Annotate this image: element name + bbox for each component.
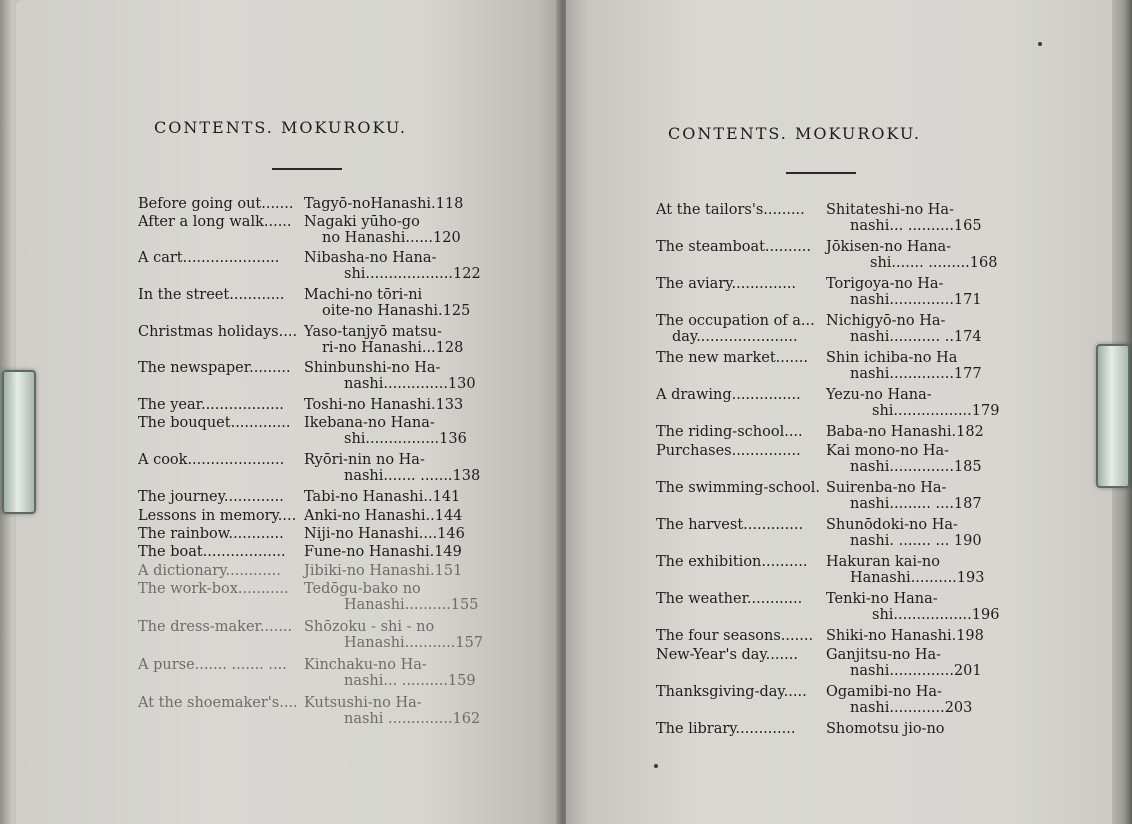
toc-entry	[138, 544, 483, 563]
toc-entry	[656, 517, 999, 554]
toc-entry	[138, 563, 483, 581]
entry-english: The year..................	[138, 397, 284, 413]
entry-japanese: Tagyō-noHanashi.118	[304, 196, 464, 212]
entry-japanese-cont: Hanashi..........155	[344, 597, 479, 613]
entry-japanese-cont: nashi..............185	[850, 459, 982, 475]
toc-entry	[138, 324, 483, 360]
left-heading-rule	[272, 168, 342, 170]
entry-japanese-cont: nashi. ....... ... 190	[850, 533, 982, 549]
entry-english: The journey.............	[138, 489, 284, 505]
entry-japanese: Shōzoku - shi - no	[304, 619, 435, 635]
entry-japanese: Kinchaku-no Ha-	[304, 657, 427, 673]
entry-japanese-cont: Hanashi...........157	[344, 635, 484, 651]
entry-japanese: Tabi-no Hanashi..141	[304, 489, 461, 505]
entry-english: Lessons in memory....	[138, 508, 297, 524]
entry-english: A drawing...............	[656, 387, 801, 403]
entry-japanese-cont: nashi......... ....187	[850, 496, 982, 512]
entry-japanese-cont: nashi..............201	[850, 663, 982, 679]
entry-japanese: Fune-no Hanashi.149	[304, 544, 462, 560]
toc-entry	[138, 287, 483, 324]
entry-english-cont: day......................	[672, 329, 798, 345]
entry-japanese-cont: nashi... ..........159	[344, 673, 476, 689]
toc-entry	[656, 647, 999, 684]
right-page	[566, 0, 1114, 824]
toc-entry	[138, 489, 483, 508]
entry-japanese-cont: nashi ..............162	[344, 711, 481, 727]
toc-entry	[138, 360, 483, 397]
entry-japanese-cont: shi.................196	[872, 607, 1000, 623]
entry-japanese: Torigoya-no Ha-	[826, 276, 944, 292]
entry-japanese: Nibasha-no Hana-	[304, 250, 437, 266]
entry-english: The riding-school....	[656, 424, 803, 440]
entry-japanese-cont: shi.................179	[872, 403, 1000, 419]
toc-entry	[656, 424, 999, 443]
entry-japanese-cont: Hanashi..........193	[850, 570, 985, 586]
glass-clip-left	[2, 370, 36, 514]
entry-english: The library.............	[656, 721, 796, 737]
glass-clip-right	[1096, 344, 1130, 488]
toc-entry	[138, 214, 483, 250]
entry-english: Before going out.......	[138, 196, 294, 212]
entry-english: The new market.......	[656, 350, 808, 366]
entry-japanese-cont: nashi..............171	[850, 292, 982, 308]
right-page-heading: CONTENTS. MOKUROKU.	[668, 124, 921, 143]
entry-english: A cook.....................	[138, 452, 285, 468]
entry-japanese: Ikebana-no Hana-	[304, 415, 435, 431]
entry-english: The bouquet.............	[138, 415, 291, 431]
toc-entry	[138, 250, 483, 287]
entry-english: At the shoemaker's....	[138, 695, 298, 711]
entry-japanese-cont: nashi............203	[850, 700, 973, 716]
entry-english: The harvest.............	[656, 517, 804, 533]
toc-entry	[138, 657, 483, 695]
toc-entry	[138, 196, 483, 214]
entry-english: The exhibition..........	[656, 554, 808, 570]
entry-japanese: Ogamibi-no Ha-	[826, 684, 942, 700]
entry-english: At the tailors's.........	[656, 202, 805, 218]
entry-japanese: Tenki-no Hana-	[826, 591, 938, 607]
entry-japanese-cont: nashi....... .......138	[344, 468, 481, 484]
entry-japanese: Yaso-tanjyō matsu-	[304, 324, 442, 340]
right-contents-list	[656, 202, 999, 740]
entry-japanese: Tedōgu-bako no	[304, 581, 421, 597]
entry-japanese-cont: oite-no Hanashi.125	[322, 303, 471, 319]
toc-entry	[656, 350, 999, 387]
toc-entry	[138, 619, 483, 657]
toc-entry	[656, 591, 999, 628]
entry-english: The steamboat..........	[656, 239, 812, 255]
left-page-heading: CONTENTS. MOKUROKU.	[154, 118, 407, 137]
toc-entry	[656, 387, 999, 424]
entry-english: The rainbow............	[138, 526, 284, 542]
right-heading-rule	[786, 172, 856, 174]
entry-english: The work-box...........	[138, 581, 289, 597]
entry-english: Thanksgiving-day.....	[656, 684, 807, 700]
entry-japanese-cont: shi...................122	[344, 266, 481, 282]
entry-japanese-cont: nashi..............177	[850, 366, 982, 382]
toc-entry	[656, 202, 999, 239]
entry-japanese: Kai mono-no Ha-	[826, 443, 950, 459]
entry-japanese: Jōkisen-no Hana-	[826, 239, 952, 255]
entry-english: The four seasons.......	[656, 628, 814, 644]
entry-japanese: Shitateshi-no Ha-	[826, 202, 954, 218]
toc-entry	[138, 508, 483, 526]
entry-english: The occupation of a...	[656, 313, 815, 329]
toc-entry	[138, 526, 483, 544]
entry-english: A dictionary............	[138, 563, 281, 579]
toc-entry	[656, 480, 999, 517]
entry-japanese: Nagaki yūho-go	[304, 214, 420, 230]
entry-japanese: Ganjitsu-no Ha-	[826, 647, 942, 663]
toc-entry	[138, 452, 483, 489]
page-speck	[654, 764, 658, 768]
entry-japanese: Anki-no Hanashi..144	[304, 508, 463, 524]
entry-japanese-cont: nashi... ..........165	[850, 218, 982, 234]
entry-japanese: Jibiki-no Hanashi.151	[304, 563, 463, 579]
entry-japanese: Baba-no Hanashi.182	[826, 424, 984, 440]
toc-entry	[656, 313, 999, 350]
toc-entry	[656, 684, 999, 721]
entry-japanese: Shinbunshi-no Ha-	[304, 360, 441, 376]
entry-japanese: Shin ichiba-no Ha	[826, 350, 958, 366]
entry-japanese-cont: shi................136	[344, 431, 467, 447]
toc-entry	[138, 581, 483, 619]
entry-english: In the street............	[138, 287, 285, 303]
entry-english: The swimming-school.	[656, 480, 820, 496]
page-speck	[1038, 42, 1042, 46]
entry-japanese: Machi-no tōri-ni	[304, 287, 423, 303]
entry-english: A purse....... ....... ....	[138, 657, 287, 673]
entry-english: New-Year's day.......	[656, 647, 798, 663]
entry-english: The newspaper.........	[138, 360, 291, 376]
toc-entry	[656, 628, 999, 647]
entry-japanese: Toshi-no Hanashi.133	[304, 397, 464, 413]
left-page	[16, 0, 560, 824]
entry-english: The aviary..............	[656, 276, 797, 292]
entry-japanese: Yezu-no Hana-	[826, 387, 932, 403]
entry-japanese: Shunōdoki-no Ha-	[826, 517, 958, 533]
entry-japanese: Suirenba-no Ha-	[826, 480, 947, 496]
entry-japanese: Shomotsu jio-no	[826, 721, 945, 737]
toc-entry	[656, 443, 999, 480]
toc-entry	[656, 276, 999, 313]
entry-japanese-cont: shi....... .........168	[870, 255, 998, 271]
entry-english: Purchases...............	[656, 443, 801, 459]
toc-entry	[138, 695, 483, 733]
left-contents-list	[138, 196, 483, 733]
entry-english: After a long walk......	[138, 214, 292, 230]
toc-entry	[138, 415, 483, 452]
entry-japanese-cont: ri-no Hanashi...128	[322, 340, 464, 356]
toc-entry	[656, 721, 999, 740]
entry-english: The dress-maker.......	[138, 619, 293, 635]
toc-entry	[656, 239, 999, 276]
entry-japanese: Ryōri-nin no Ha-	[304, 452, 425, 468]
entry-japanese: Hakuran kai-no	[826, 554, 940, 570]
entry-japanese: Nichigyō-no Ha-	[826, 313, 946, 329]
entry-japanese: Shiki-no Hanashi.198	[826, 628, 984, 644]
entry-japanese-cont: nashi........... ..174	[850, 329, 982, 345]
entry-english: The boat..................	[138, 544, 286, 560]
entry-japanese-cont: no Hanashi......120	[322, 230, 461, 246]
entry-japanese: Niji-no Hanashi....146	[304, 526, 465, 542]
toc-entry	[138, 397, 483, 415]
entry-japanese-cont: nashi..............130	[344, 376, 476, 392]
toc-entry	[656, 554, 999, 591]
entry-english: Christmas holidays....	[138, 324, 298, 340]
entry-english: The weather............	[656, 591, 803, 607]
entry-japanese: Kutsushi-no Ha-	[304, 695, 422, 711]
entry-english: A cart.....................	[138, 250, 280, 266]
